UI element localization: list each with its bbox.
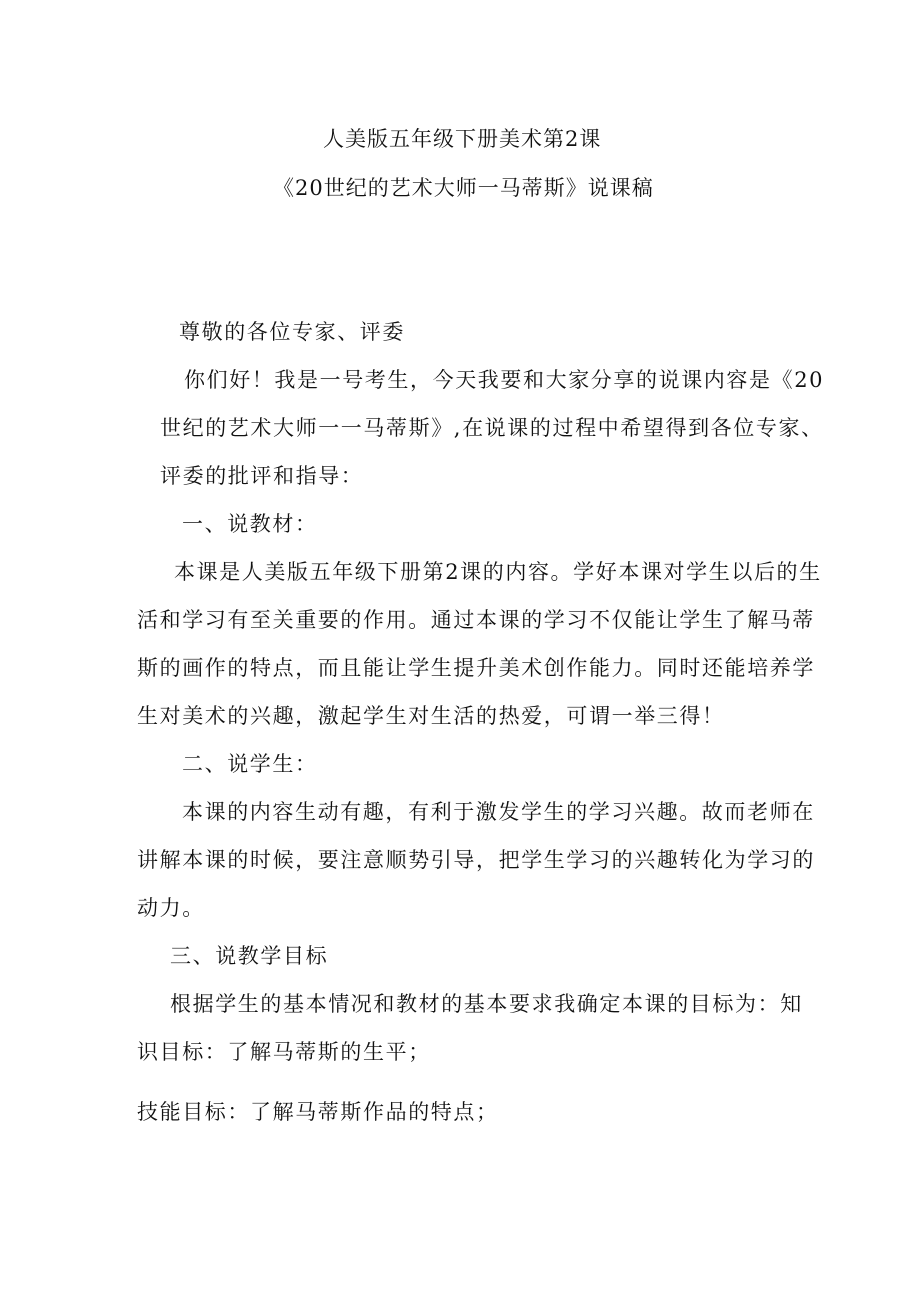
intro-line-1: 你们好！我是一号考生，今天我要和大家分享的说课内容是《20 — [184, 368, 825, 392]
section-heading-teaching-goals: 三、说教学目标 — [170, 944, 329, 968]
document-title-line-1: 人美版五年级下册美术第2课 — [323, 127, 602, 151]
paragraph-line: 生对美术的兴趣，激起学生对生活的热爱，可谓一举三得！ — [137, 704, 725, 728]
paragraph-line: 识目标：了解马蒂斯的生平； — [137, 1040, 431, 1064]
paragraph-line: 讲解本课的时候，要注意顺势引导，把学生学习的兴趣转化为学习的 — [137, 848, 815, 872]
paragraph-line: 本课的内容生动有趣，有利于激发学生的学习兴趣。故而老师在 — [182, 800, 815, 824]
paragraph-line: 技能目标：了解马蒂斯作品的特点； — [137, 1100, 499, 1124]
intro-line-3: 评委的批评和指导： — [160, 464, 364, 488]
document-title-line-2: 《20世纪的艺术大师一马蒂斯》说课稿 — [273, 176, 654, 200]
intro-line-2: 世纪的艺术大师一一马蒂斯》,在说课的过程中希望得到各位专家、 — [160, 416, 824, 440]
section-heading-students: 二、说学生： — [182, 752, 318, 776]
paragraph-line: 本课是人美版五年级下册第2课的内容。学好本课对学生以后的生 — [174, 560, 822, 584]
greeting: 尊敬的各位专家、评委 — [179, 320, 405, 344]
paragraph-line: 活和学习有至关重要的作用。通过本课的学习不仅能让学生了解马蒂 — [137, 608, 815, 632]
paragraph-line: 根据学生的基本情况和教材的基本要求我确定本课的目标为：知 — [170, 992, 803, 1016]
paragraph-line: 斯的画作的特点，而且能让学生提升美术创作能力。同时还能培养学 — [137, 656, 815, 680]
section-heading-teaching-material: 一、说教材： — [182, 512, 318, 536]
paragraph-line: 动力。 — [137, 896, 205, 920]
